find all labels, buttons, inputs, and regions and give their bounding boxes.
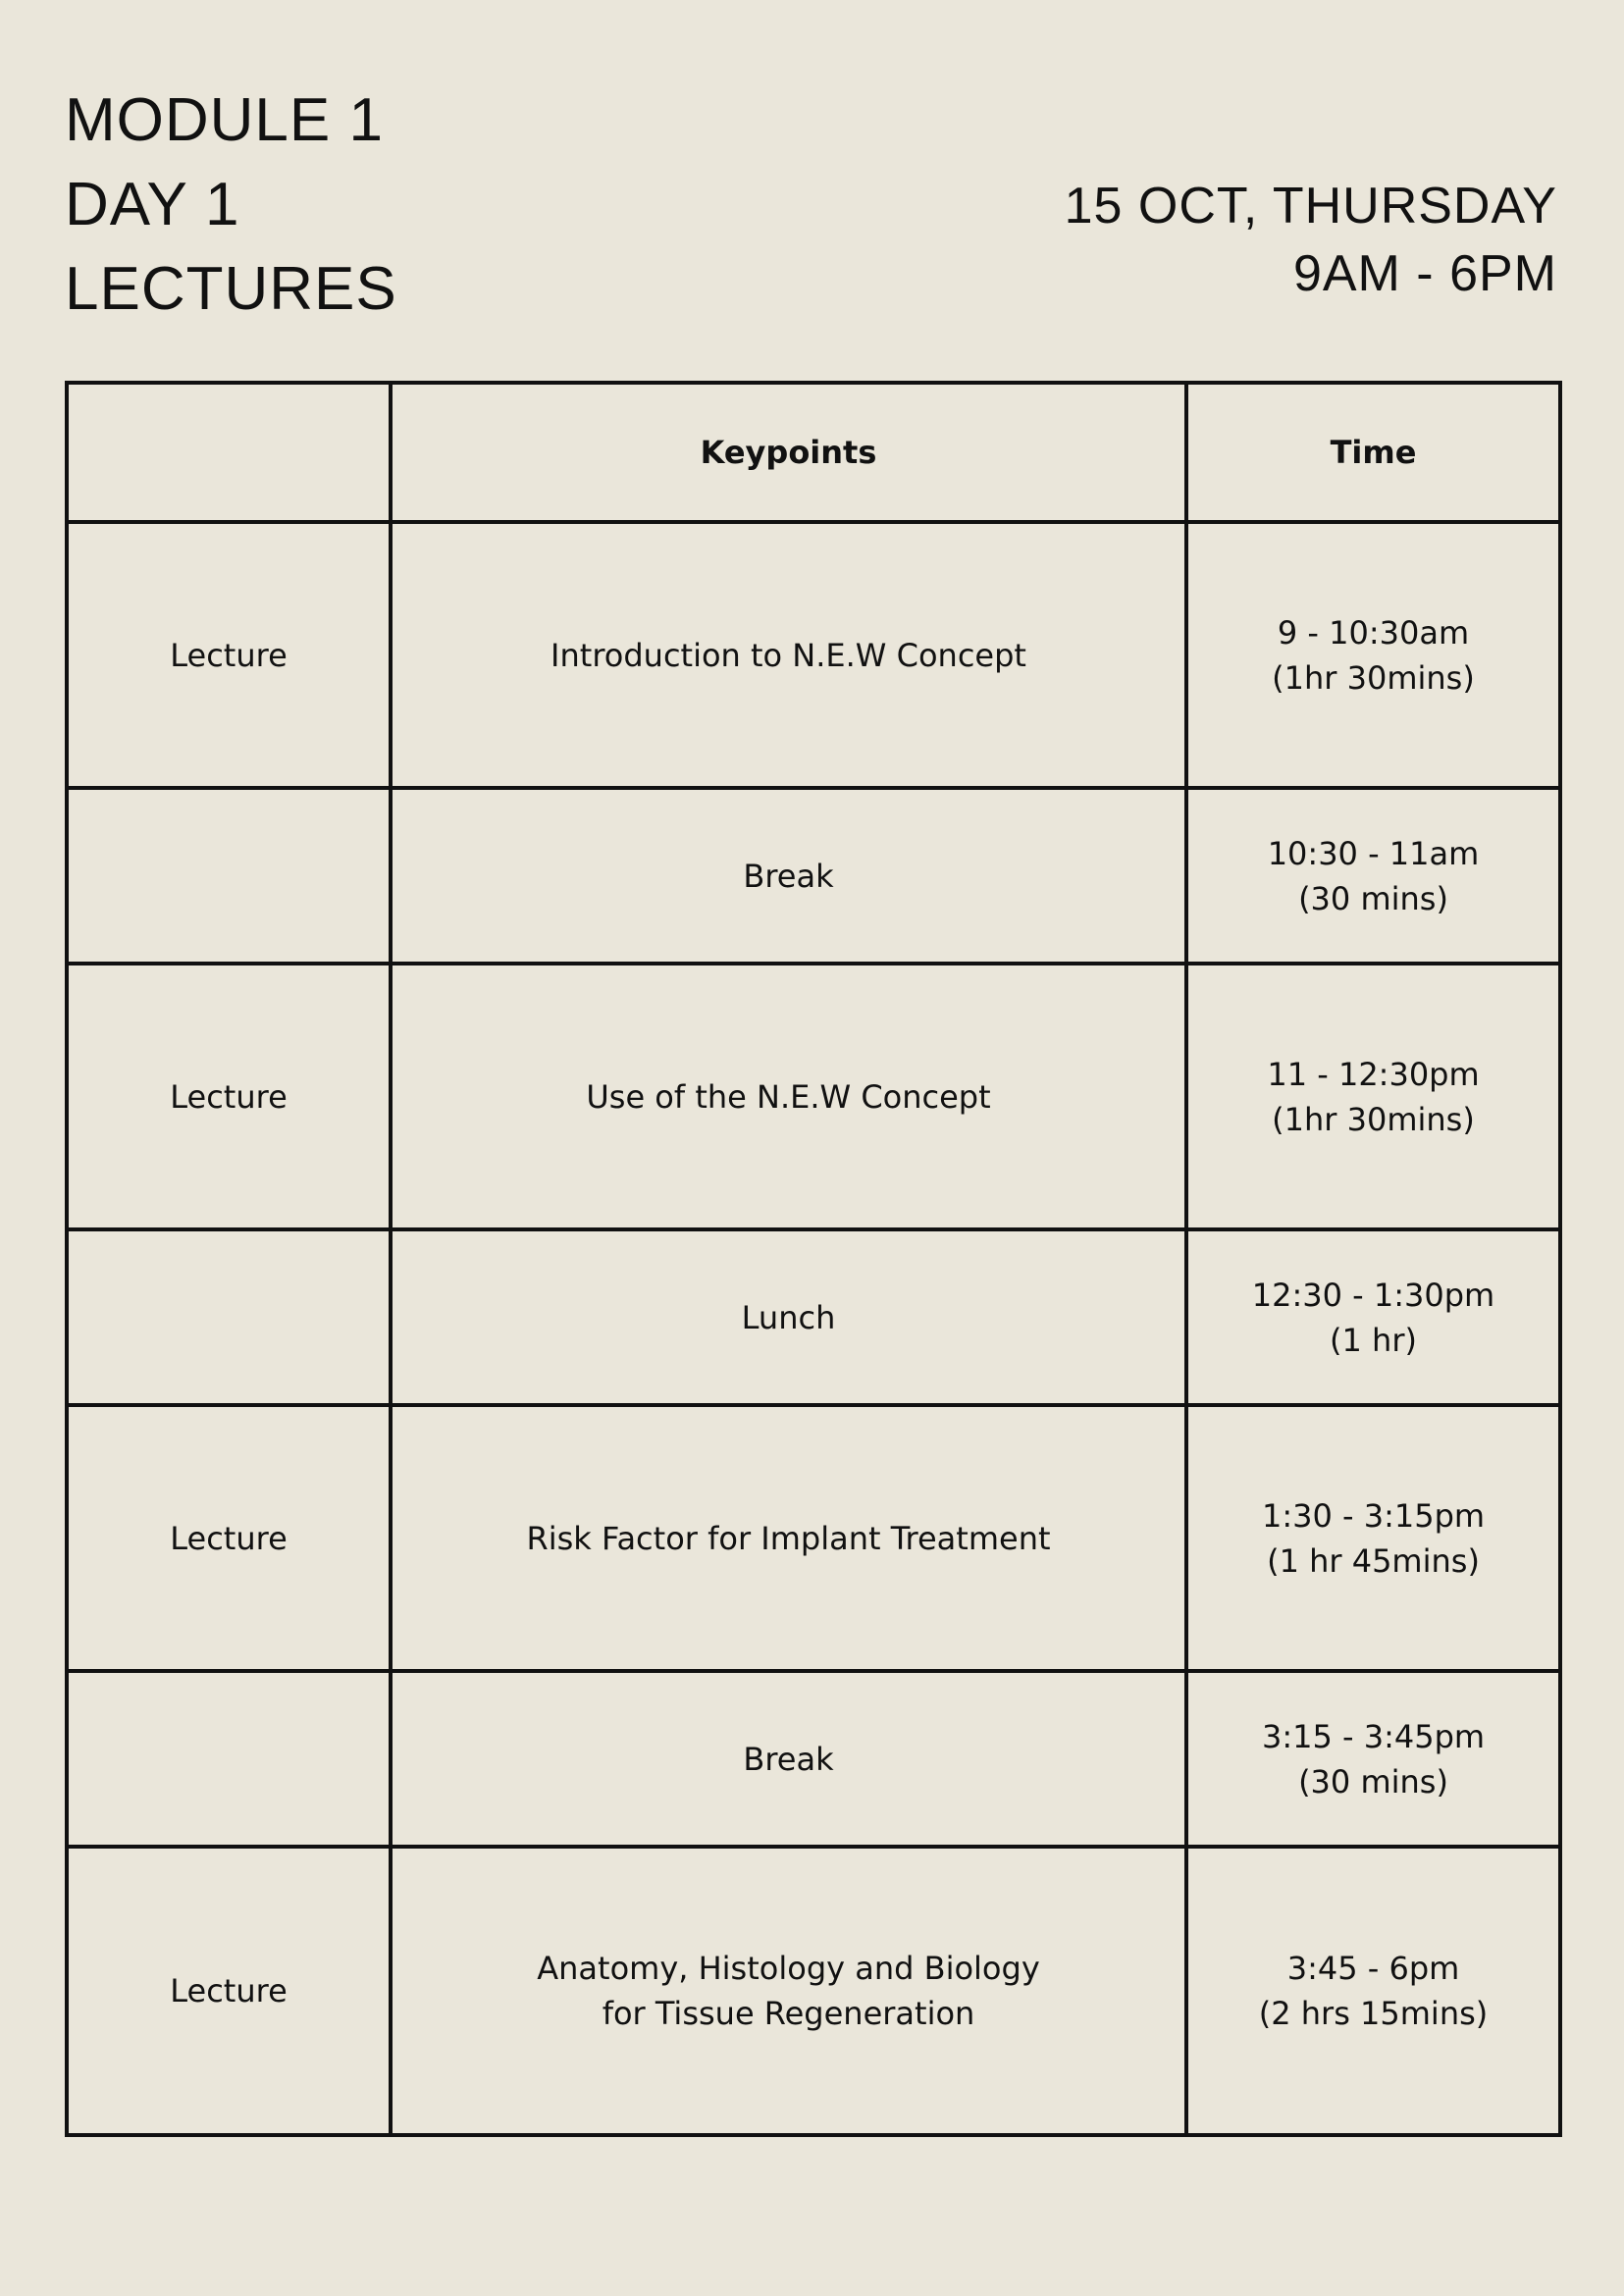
table-header-row <box>67 383 1560 522</box>
session-type: Lecture <box>67 964 391 1229</box>
date-time-block <box>1065 173 1557 308</box>
schedule-table <box>65 381 1562 2137</box>
session-keypoint: Introduction to N.E.W Concept <box>391 522 1186 788</box>
session-time: 11 - 12:30pm (1hr 30mins) <box>1186 964 1560 1229</box>
table-row <box>67 1229 1560 1405</box>
session-keypoint: Lunch <box>391 1229 1186 1405</box>
session-time: 3:15 - 3:45pm (30 mins) <box>1186 1671 1560 1847</box>
session-time: 12:30 - 1:30pm (1 hr) <box>1186 1229 1560 1405</box>
title-line-day: DAY 1 <box>65 171 240 238</box>
header-keypoints: Keypoints <box>391 383 1186 522</box>
session-keypoint: Break <box>391 1671 1186 1847</box>
table-row <box>67 1405 1560 1671</box>
session-keypoint: Break <box>391 788 1186 964</box>
session-type <box>67 1671 391 1847</box>
header-type <box>67 383 391 522</box>
table-row <box>67 964 1560 1229</box>
session-keypoint: Anatomy, Histology and Biology for Tissue Regeneration <box>391 1847 1186 2135</box>
header-time: Time <box>1186 383 1560 522</box>
title-line-lectures: LECTURES <box>65 255 397 323</box>
title-line-module: MODULE 1 <box>65 86 384 154</box>
session-type: Lecture <box>67 522 391 788</box>
event-hours: 9AM - 6PM <box>1292 245 1557 302</box>
session-keypoint: Use of the N.E.W Concept <box>391 964 1186 1229</box>
session-time: 10:30 - 11am (30 mins) <box>1186 788 1560 964</box>
table-row <box>67 522 1560 788</box>
table-row <box>67 1671 1560 1847</box>
session-time: 1:30 - 3:15pm (1 hr 45mins) <box>1186 1405 1560 1671</box>
page-title <box>65 78 397 332</box>
session-type: Lecture <box>67 1405 391 1671</box>
event-date: 15 OCT, THURSDAY <box>1064 178 1557 235</box>
table-row <box>67 1847 1560 2135</box>
session-type: Lecture <box>67 1847 391 2135</box>
session-keypoint: Risk Factor for Implant Treatment <box>391 1405 1186 1671</box>
session-type <box>67 1229 391 1405</box>
session-type <box>67 788 391 964</box>
session-time: 3:45 - 6pm (2 hrs 15mins) <box>1186 1847 1560 2135</box>
session-time: 9 - 10:30am (1hr 30mins) <box>1186 522 1560 788</box>
table-row <box>67 788 1560 964</box>
